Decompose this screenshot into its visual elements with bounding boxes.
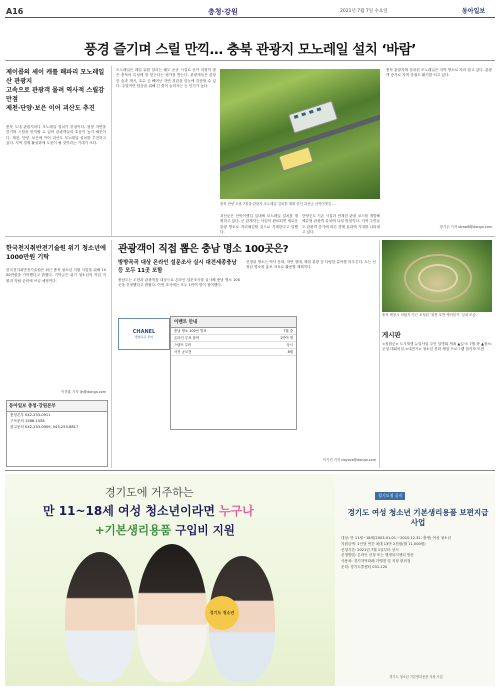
logo-sub: 방방곡곡 투어	[134, 335, 154, 339]
column-divider	[111, 66, 112, 236]
header-divider	[5, 17, 495, 18]
side-article-byline: 이종훈 기자 ljh@donga.com	[61, 390, 106, 394]
article-col-5: 충북 관광지에 설치된 모노레일은 지역 명소로 자리 잡고 있다. 관광객 증가로 지역 상권도 활기를 띠고 있다.	[386, 68, 492, 78]
article-col-3: 괴산군은 산막이옛길 일대에 모노레일 설치를 계획하고 있다. 군 관계자는 사업이 완료되면 새로운 관광 명소로 자리매김할 것으로 기대한다고 말했다.	[220, 214, 298, 235]
ad-detail: 지원금액: 1인당 연간 최대 13만 2천원(월 11,000원)	[341, 541, 426, 546]
column-divider	[379, 240, 380, 468]
contact-title: 동아일보 충청·강원본부	[7, 401, 107, 412]
sec2-text-1: 충남도는 도민과 관광객을 대상으로 온라인 설문조사를 실시해 충남 명소 100곳을 선정했다고 밝혔다. 이번 조사에는 모두 1만여 명이 참여했다.	[118, 278, 240, 288]
aerial-photo	[382, 240, 492, 312]
aerial-caption: 충북 제천시 의림지 인근 조성된 ‘청풍 호반 케이블카’ 일대 모습.	[382, 313, 477, 317]
section-title: 충청·강원	[208, 8, 238, 16]
event-row: 충남 명소 100선 발표 7월 중	[171, 328, 296, 335]
ad-badge: 경기도 청소년	[205, 596, 239, 630]
page-number: A16	[6, 7, 24, 16]
ad-detail: 대상: 만 11세~18세(2003.01.01.~2010.12.31. 출생) 여성 청소년	[341, 536, 451, 540]
ad-footer: 경기도 청소년 기본생리용품 지원 사업	[389, 675, 443, 679]
event-row: 스탬프 투어 상시	[171, 342, 296, 349]
ad-line-1: 경기도에 거주하는	[105, 486, 194, 499]
main-headline: 풍경 즐기며 스릴 만끽… 충북 관광지 모노레일 설치 ‘바람’	[84, 42, 416, 58]
issue-date: 2021년 7월 7일 수요일	[340, 9, 388, 14]
event-row: 사진 공모전 8월	[171, 349, 296, 356]
headline-divider	[5, 60, 495, 61]
sec2-byline: 이기진 기자 doyoce@donga.com	[322, 458, 376, 462]
ad-line-3: +기본생리용품 구입비 지원	[95, 523, 235, 537]
notice-title: 게시판	[382, 331, 401, 339]
subhead-2: 고속으로 관광객 몰려 역사적 스릴감 만점	[6, 87, 105, 103]
main-byline: 장기우 기자 straw8@donga.com	[439, 225, 492, 229]
paper-name: 동아일보	[462, 8, 486, 15]
ad-title: 경기도 여성 청소년 기본생리용품 보편지급 사업	[347, 508, 489, 527]
ad-detail: 사용처: 경기지역화폐 가맹점 및 지정 편의점	[341, 559, 411, 564]
event-title: 이벤트 안내	[171, 317, 296, 328]
sec2-headline: 관광객이 직접 뽑은 충남 명소 100곳은?	[118, 244, 289, 255]
side-article-title: 한국천지취반전기술원 위기 청소년에 1000만원 기탁	[6, 245, 106, 261]
subhead-3: 제천·단양·보은 이어 괴산도 추진	[6, 105, 95, 112]
ad-banner[interactable]	[5, 474, 495, 686]
ad-detail: 문의: 경기도콜센터 031-120	[341, 564, 388, 569]
model-photo-2	[137, 544, 207, 682]
sec2-text-2: 선정된 명소는 역사 문화, 자연 생태, 체험 관광 등 다양한 분야를 아우른다. 도는 선정된 명소를 홍보 자료로 활용할 계획이다.	[246, 260, 376, 270]
monorail-car	[288, 100, 338, 133]
subhead-1: 제이콥의 세이 캐틀 해파리 모노레일 산 관광지	[6, 69, 105, 85]
ad-detail: 신청방법: 온라인 신청 또는 행정복지센터 방문	[341, 553, 414, 558]
contact-row: 광고문의 042-253-0909, 043-253-8817	[10, 425, 79, 429]
contact-box	[6, 400, 108, 467]
side-article-text: 한국천지취반전기술원은 최근 충북 청소년 지원 사업을 위해 1000만원을 기탁했다고 밝혔다. 기탁금은 위기 청소년의 학업 지원과 자립 준비에 쓰일 예정이다.	[6, 268, 106, 283]
event-table	[170, 316, 297, 430]
monorail-photo	[220, 69, 380, 199]
section-divider	[5, 236, 495, 237]
ad-info-panel	[335, 474, 495, 686]
contact-row: 충청본부 042-253-0911	[10, 413, 51, 417]
sec2-subhead: 방방곡곡 대상 온라인 설문조사 실시 대전세종충남 등 모두 11곳 포함	[118, 260, 237, 274]
article-col-4: 단양군도 기존 시설과 연계한 관광 코스를 개발해 체류형 관광객 유치에 나설 방침이다. 지역 주민들도 관광객 증가에 따른 경제 효과에 기대를 나타내고 있다.	[302, 214, 380, 235]
ad-divider	[5, 470, 495, 471]
ad-details	[341, 536, 491, 571]
ad-line-2: 만 11~18세 여성 청소년이라면 누구나	[43, 504, 254, 518]
article-col-2: 모노레일은 레일 위를 달리는 궤도 운송 시설로 산악 지형이 많은 충북의 특성에 잘 맞는다는 평가를 받는다. 관광객들은 울창한 숲과 계곡, 호수 등 빼어난 자연 경관을 한눈에 감상할 수 있다. 주말이면 탑승을 위해 긴 줄이 늘어서는 등 인기가 높다.	[116, 68, 216, 89]
notice-text: <청원군> 도시재생 뉴딜사업 주민 설명회 개최 ▲일시: 7월 중 ▲장소: 군청 대회의실 <대전시> 청소년 문화 체험 프로그램 참가자 모집	[382, 342, 492, 352]
column-divider	[111, 240, 112, 468]
event-row: 온라인 투표 참여 1만여 명	[171, 335, 296, 342]
event-logo	[118, 318, 170, 350]
contact-row: 구독문의 1588-1558	[10, 419, 45, 423]
ad-tag: 경기도청 공식	[375, 492, 405, 500]
model-photo-1	[65, 552, 135, 682]
article-col-1: 충북 도내 관광지마다 모노레일 설치가 한창이다. 청정 자연을 즐기며 스릴을 만끽할 수 있어 관광객들의 호응이 높기 때문이다. 제천, 단양, 보은에 이어 괴산도 모노레일 설치를 추진하고 있다. 지역 경제 활성화에 도움이 될 것이라는 기대가 크다.	[6, 125, 106, 146]
photo-caption: 충북 단양 도담 7경을 관광지 모노레일 설치를 계획 중인 괴산군 산막이옛길 ...	[220, 202, 336, 206]
ad-detail: 신청기간: 2021년 7월 1일부터 상시	[341, 547, 399, 552]
logo-text: CHANEL	[132, 329, 156, 335]
